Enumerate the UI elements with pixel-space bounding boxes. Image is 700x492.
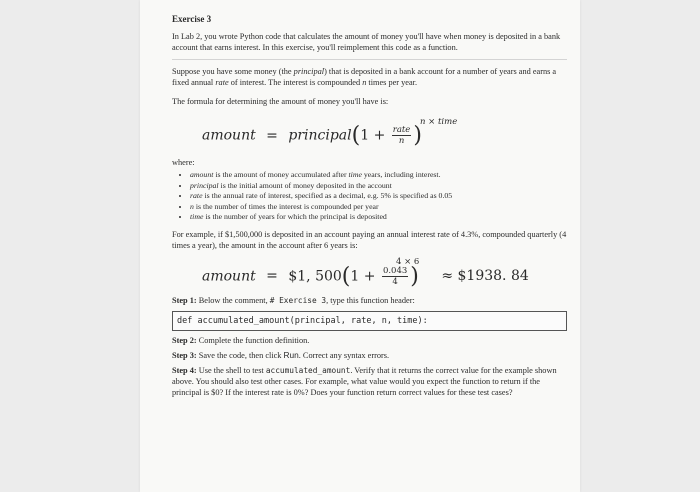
scenario-text: times per year.: [366, 78, 418, 87]
example-result: ≈ $1938. 84: [441, 268, 529, 284]
example-one-plus: 1 +: [350, 268, 376, 284]
definition-desc: is the number of years for which the principal is deposited: [203, 212, 387, 221]
example-paren-open: (: [341, 263, 351, 289]
formula-intro: The formula for determining the amount of money you'll have is:: [172, 97, 389, 106]
scenario-term-rate: rate: [215, 78, 229, 87]
document-page: [140, 0, 580, 492]
definition-term: n: [190, 201, 194, 211]
formula-equals: =: [266, 127, 278, 144]
definition-item: [190, 170, 567, 181]
step-label: Step 1:: [172, 295, 197, 305]
example-exponent: 4 × 6: [396, 256, 420, 267]
definition-term: time: [190, 212, 204, 221]
definition-item: [190, 202, 567, 213]
compound-interest-formula: [172, 113, 567, 151]
step-label: Step 2:: [172, 335, 197, 345]
scenario-term-principal: principal: [293, 67, 325, 76]
step-text: . Verify that it returns the correct value for the example shown above. You should also test other cases. For example, what value would you expect the function to return if the principal is $0? If the interest rate is 0%? Does your function return correct values for these test cases?: [172, 365, 557, 397]
definition-term: principal: [190, 180, 219, 190]
example-paragraph: For example, if $1,500,000 is deposited in an account paying an annual interest rate of 4.3%, compounded quarterly (4 times a year), the amount in the account after 6 years is:: [172, 229, 567, 250]
formula-paren-open: (: [351, 123, 361, 148]
step-text: Save the code, then click: [196, 350, 284, 360]
example-lhs: amount: [202, 268, 256, 284]
definition-desc: is the annual rate of interest, specified as a decimal, e.g. 5% is specified as 0.05: [202, 191, 453, 200]
formula-paren-close: ): [413, 123, 422, 148]
definition-desc: is the number of times the interest is compounded per year: [193, 201, 379, 211]
definition-desc: is the initial amount of money deposited in the account: [218, 180, 392, 190]
example-denominator: 4: [392, 276, 398, 287]
step-text: . Correct any syntax errors.: [298, 350, 390, 360]
step-2: [172, 335, 567, 346]
divider: [172, 59, 567, 60]
step-code: # Exercise 3: [269, 295, 327, 305]
example-equals: =: [266, 268, 278, 284]
definition-desc: years, including interest.: [361, 170, 441, 179]
scenario-text: Suppose you have some money (the: [172, 67, 294, 76]
definition-term: time: [348, 170, 362, 179]
step-code: accumulated_amount: [265, 365, 351, 375]
definition-term: rate: [190, 191, 203, 200]
scenario-text: ) that is deposited in a bank account for a number of years and earns a fixed annual: [172, 67, 557, 87]
step-text: , type this function header:: [326, 295, 415, 305]
example-fraction: [382, 266, 408, 287]
formula-numerator: rate: [392, 125, 411, 135]
step-text: Use the shell to test: [196, 365, 266, 375]
example-paren-close: ): [410, 263, 419, 289]
step-label: Step 3:: [172, 350, 197, 360]
formula-exponent: n × time: [420, 117, 458, 127]
step-text: Below the comment,: [196, 295, 270, 305]
example-principal: $1, 500: [288, 268, 342, 284]
step-text: Complete the function definition.: [196, 335, 310, 345]
example-formula: [172, 255, 567, 291]
step-1: [172, 295, 567, 306]
step-label: Step 4:: [172, 365, 197, 375]
scenario-text: of interest. The interest is compounded: [228, 78, 363, 87]
formula-denominator: n: [398, 136, 405, 146]
scenario-term-n: n: [362, 78, 367, 87]
example-numerator: 0.043: [382, 265, 408, 276]
where-label: where:: [172, 158, 195, 167]
definition-term: amount: [190, 170, 214, 179]
scenario-paragraph: [172, 66, 567, 88]
code-header-box[interactable]: def accumulated_amount(principal, rate, n, time):: [172, 311, 567, 331]
intro-paragraph: In Lab 2, you wrote Python code that calculates the amount of money you'll have when money is deposited in a bank account that earns interest. In this exercise, you'll reimplement this code as a function.: [172, 32, 561, 52]
step-3: [172, 350, 567, 361]
run-label: Run: [283, 349, 299, 360]
definitions-list: [190, 170, 567, 223]
definition-item: [190, 191, 567, 202]
formula-fraction: [392, 125, 412, 146]
definition-desc: is the amount of money accumulated after: [213, 170, 349, 179]
exercise-title: Exercise 3: [172, 14, 212, 24]
formula-principal: principal: [288, 127, 352, 144]
formula-lhs: amount: [202, 127, 256, 144]
step-4: [172, 365, 567, 398]
formula-one-plus: 1 +: [360, 127, 386, 144]
definition-item: [190, 212, 567, 223]
document-content: [172, 14, 567, 402]
definition-item: [190, 181, 567, 192]
